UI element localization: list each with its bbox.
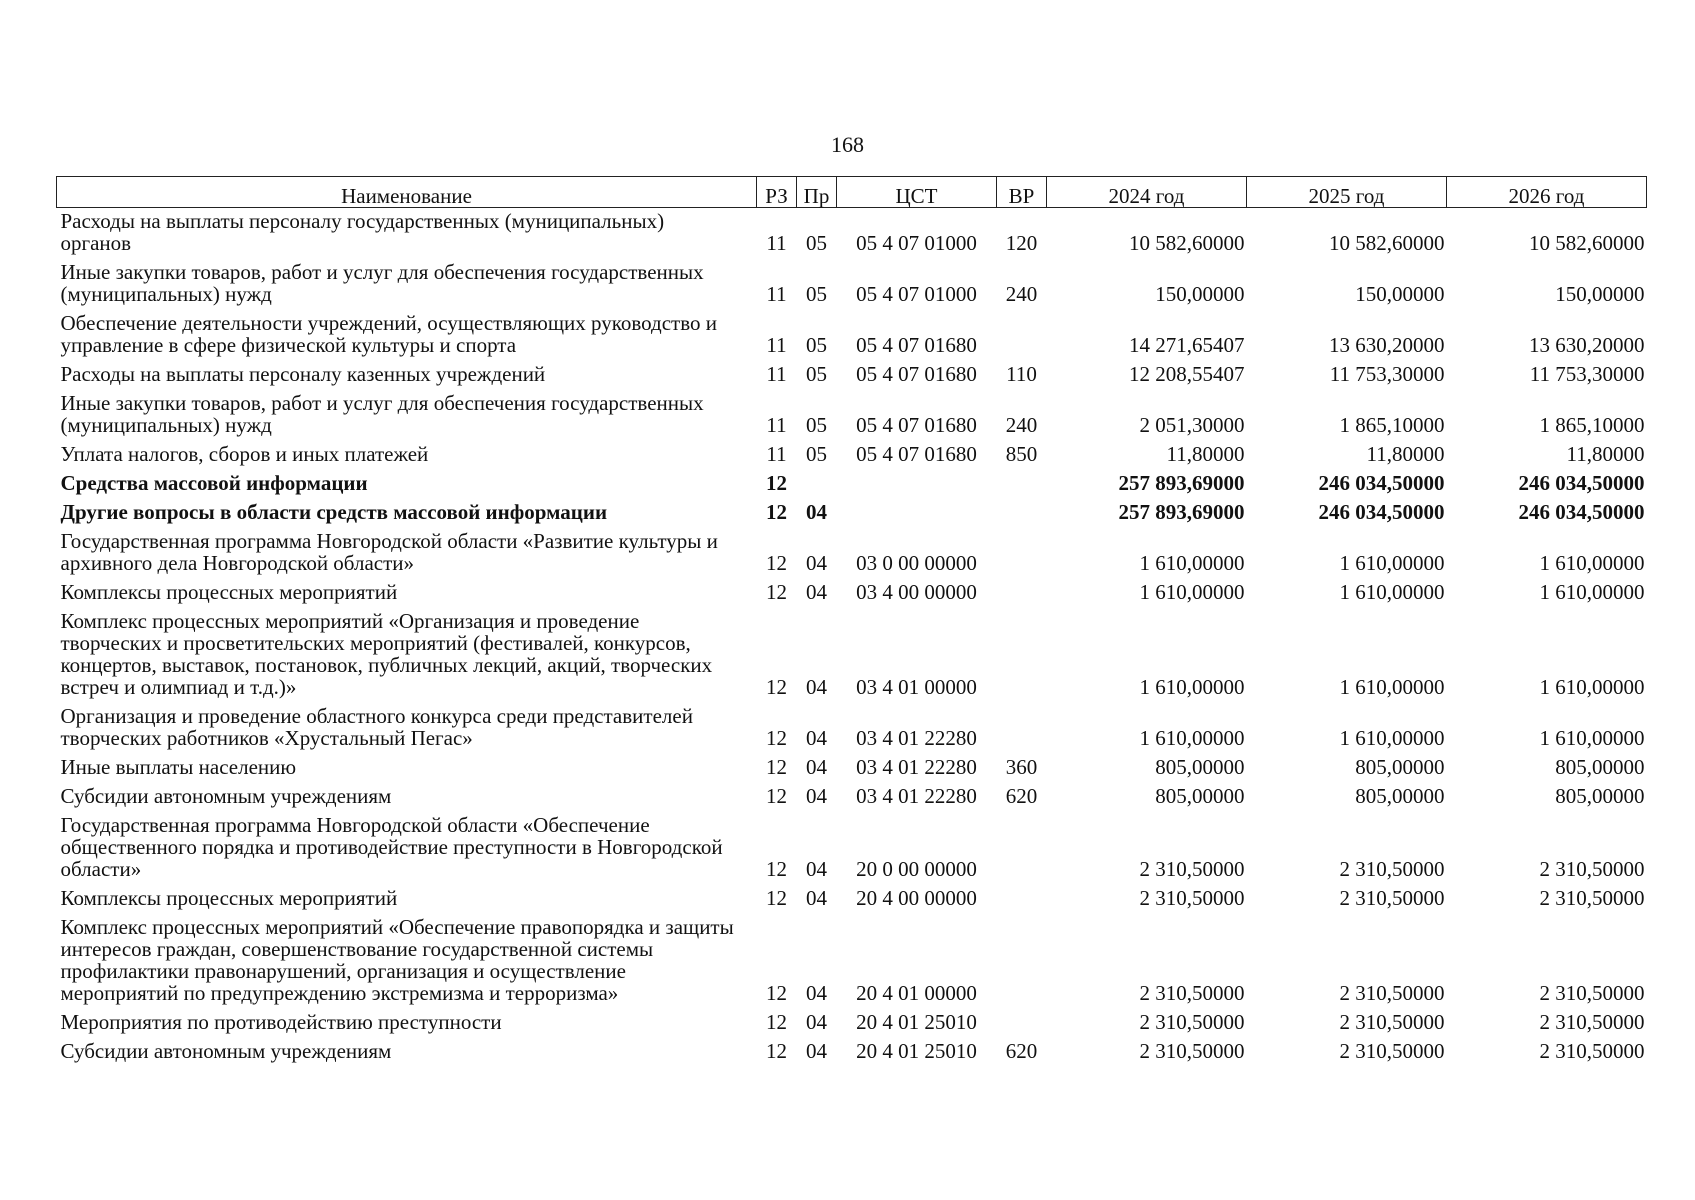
row-2026: 13 630,20000 [1529,333,1645,357]
row-vr [997,812,1047,885]
row-name: Субсидии автономным учреждениям [60,784,392,808]
row-2024: 12 208,55407 [1129,362,1245,386]
row-2026: 1 610,00000 [1539,551,1645,575]
row-rz: 12 [766,1039,787,1063]
row-name: Комплекс процессных мероприятий «Обеспечение правопорядка и защиты интересов граждан, совершенствование государственной системы профилактики правонарушений, организация и осуществление мероприятий по предупреждению экстремизма и терроризма» [60,915,734,1005]
table-header-row [57,177,1647,208]
row-pr: 05 [806,231,827,255]
row-name: Комплексы процессных мероприятий [60,886,398,910]
row-name: Комплекс процессных мероприятий «Организация и проведение творческих и просветительских мероприятий (фестивалей, конкурсов, концертов, выставок, постановок, публичных лекций, акций, творческих встреч и олимпиад и т.д.)» [60,609,713,699]
row-2026: 2 310,50000 [1539,1039,1645,1063]
row-2024: 2 051,30000 [1139,413,1245,437]
row-2024: 1 610,00000 [1139,726,1245,750]
row-vr [997,579,1047,608]
row-cst: 03 4 01 00000 [856,675,977,699]
row-pr: 04 [806,1010,827,1034]
row-2026: 246 034,50000 [1518,500,1645,524]
header-2024: 2024 год [1047,177,1247,208]
row-vr: 120 [1005,231,1038,255]
row-cst: 20 4 00 00000 [856,886,977,910]
row-cst: 20 4 01 25010 [856,1039,977,1063]
row-vr [997,914,1047,1009]
row-pr: 04 [806,675,827,699]
row-2024: 2 310,50000 [1139,886,1245,910]
row-vr [997,1009,1047,1038]
table-body [57,208,1647,1068]
row-2026: 805,00000 [1555,755,1645,779]
row-pr: 04 [806,784,827,808]
row-2024: 805,00000 [1155,784,1245,808]
row-name: Расходы на выплаты персоналу казенных учреждений [60,362,546,386]
row-name: Иные выплаты населению [60,755,297,779]
row-name: Иные закупки товаров, работ и услуг для обеспечения государственных (муниципальных) нужд [60,391,704,437]
row-rz: 12 [766,471,787,495]
row-2024: 10 582,60000 [1129,231,1245,255]
header-pr: Пр [797,177,837,208]
row-pr: 05 [806,333,827,357]
row-rz: 12 [766,675,787,699]
row-name: Государственная программа Новгородской области «Развитие культуры и архивного дела Новгородской области» [60,529,718,575]
row-pr: 04 [806,500,827,524]
row-rz: 12 [766,580,787,604]
row-2024: 2 310,50000 [1139,981,1245,1005]
row-pr: 05 [806,442,827,466]
header-2026: 2026 год [1447,177,1647,208]
row-2025: 1 610,00000 [1339,675,1445,699]
table-row [57,470,1647,499]
row-vr: 620 [1005,1039,1038,1063]
table-row [57,885,1647,914]
row-cst: 05 4 07 01000 [856,282,977,306]
row-cst: 20 4 01 00000 [856,981,977,1005]
table-row [57,208,1647,260]
row-2025: 11,80000 [1366,442,1445,466]
row-rz: 11 [766,333,787,357]
row-vr [997,608,1047,703]
table-row [57,703,1647,754]
table-row [57,812,1647,885]
row-2026: 246 034,50000 [1518,471,1645,495]
row-2025: 13 630,20000 [1329,333,1445,357]
table-row [57,754,1647,783]
row-vr [997,499,1047,528]
row-2026: 1 610,00000 [1539,675,1645,699]
row-rz: 12 [766,784,787,808]
row-2025: 1 610,00000 [1339,580,1445,604]
row-2025: 805,00000 [1355,755,1445,779]
table-row [57,914,1647,1009]
row-2024: 257 893,69000 [1118,500,1245,524]
budget-table [56,176,1647,1067]
row-pr: 04 [806,580,827,604]
row-2025: 805,00000 [1355,784,1445,808]
row-2024: 2 310,50000 [1139,1010,1245,1034]
row-vr: 360 [1005,755,1038,779]
row-pr: 04 [806,755,827,779]
row-2026: 11,80000 [1566,442,1645,466]
row-pr [797,470,837,499]
row-name: Расходы на выплаты персоналу государственных (муниципальных) органов [60,209,665,255]
row-2024: 1 610,00000 [1139,580,1245,604]
row-rz: 12 [766,500,787,524]
row-vr: 240 [1005,413,1038,437]
row-2025: 1 610,00000 [1339,551,1445,575]
row-name: Организация и проведение областного конкурса среди представителей творческих работников «Хрустальный Пегас» [60,704,693,750]
row-2026: 10 582,60000 [1529,231,1645,255]
row-name: Обеспечение деятельности учреждений, осуществляющих руководство и управление в сфере физической культуры и спорта [60,311,717,357]
row-vr [997,885,1047,914]
row-vr [997,703,1047,754]
row-2024: 150,00000 [1155,282,1245,306]
row-rz: 12 [766,886,787,910]
row-2025: 2 310,50000 [1339,981,1445,1005]
row-pr: 05 [806,413,827,437]
row-pr: 04 [806,1039,827,1063]
row-cst: 03 4 00 00000 [856,580,977,604]
row-name: Мероприятия по противодействию преступности [60,1010,502,1034]
row-rz: 11 [766,442,787,466]
row-rz: 11 [766,413,787,437]
row-2025: 2 310,50000 [1339,1010,1445,1034]
row-2025: 1 865,10000 [1339,413,1445,437]
row-2026: 1 610,00000 [1539,580,1645,604]
table-row [57,310,1647,361]
header-rz: РЗ [757,177,797,208]
table-row [57,390,1647,441]
row-vr [997,310,1047,361]
row-vr: 850 [1005,442,1038,466]
row-2026: 11 753,30000 [1529,362,1645,386]
row-vr: 620 [1005,784,1038,808]
row-2026: 150,00000 [1555,282,1645,306]
row-2025: 246 034,50000 [1318,471,1445,495]
row-2026: 805,00000 [1555,784,1645,808]
row-name: Субсидии автономным учреждениям [60,1039,392,1063]
row-rz: 11 [766,231,787,255]
row-cst [837,499,997,528]
header-vr: ВР [997,177,1047,208]
row-rz: 12 [766,755,787,779]
row-cst: 05 4 07 01680 [856,333,977,357]
row-2025: 10 582,60000 [1329,231,1445,255]
table-row [57,783,1647,812]
row-2024: 1 610,00000 [1139,675,1245,699]
row-2025: 2 310,50000 [1339,857,1445,881]
row-2024: 1 610,00000 [1139,551,1245,575]
row-2024: 11,80000 [1166,442,1245,466]
row-2024: 257 893,69000 [1118,471,1245,495]
row-2026: 1 865,10000 [1539,413,1645,437]
row-cst: 03 0 00 00000 [856,551,977,575]
row-name: Иные закупки товаров, работ и услуг для обеспечения государственных (муниципальных) нужд [60,260,704,306]
row-name: Уплата налогов, сборов и иных платежей [60,442,429,466]
row-rz: 12 [766,857,787,881]
row-name: Другие вопросы в области средств массовой информации [60,500,608,524]
row-2025: 150,00000 [1355,282,1445,306]
row-2026: 2 310,50000 [1539,857,1645,881]
row-2025: 246 034,50000 [1318,500,1445,524]
row-cst: 05 4 07 01000 [856,231,977,255]
row-pr: 04 [806,857,827,881]
row-rz: 12 [766,1010,787,1034]
row-pr: 04 [806,551,827,575]
row-cst: 20 4 01 25010 [856,1010,977,1034]
row-2025: 2 310,50000 [1339,1039,1445,1063]
header-2025: 2025 год [1247,177,1447,208]
row-vr [997,528,1047,579]
row-2025: 2 310,50000 [1339,886,1445,910]
row-2024: 2 310,50000 [1139,1039,1245,1063]
header-name: Наименование [57,177,757,208]
page-number: 168 [831,132,864,157]
row-2026: 1 610,00000 [1539,726,1645,750]
row-2025: 1 610,00000 [1339,726,1445,750]
row-cst: 03 4 01 22280 [856,784,977,808]
row-cst: 05 4 07 01680 [856,362,977,386]
row-pr: 05 [806,282,827,306]
row-pr: 04 [806,981,827,1005]
table-row [57,1038,1647,1067]
row-rz: 12 [766,551,787,575]
row-rz: 11 [766,362,787,386]
row-rz: 12 [766,726,787,750]
row-2026: 2 310,50000 [1539,1010,1645,1034]
table-row [57,1009,1647,1038]
row-name: Средства массовой информации [60,471,368,495]
row-name: Государственная программа Новгородской области «Обеспечение общественного порядка и противодействие преступности в Новгородской области» [60,813,723,881]
header-cst: ЦСТ [837,177,997,208]
row-cst [837,470,997,499]
row-vr [997,470,1047,499]
row-2024: 805,00000 [1155,755,1245,779]
row-2024: 14 271,65407 [1129,333,1245,357]
table-row [57,361,1647,390]
row-pr: 04 [806,726,827,750]
table-row [57,528,1647,579]
row-cst: 20 0 00 00000 [856,857,977,881]
row-rz: 11 [766,282,787,306]
row-2026: 2 310,50000 [1539,981,1645,1005]
row-cst: 03 4 01 22280 [856,755,977,779]
table-row [57,608,1647,703]
row-cst: 03 4 01 22280 [856,726,977,750]
table-row [57,499,1647,528]
row-pr: 05 [806,362,827,386]
row-vr: 110 [1006,362,1037,386]
row-2026: 2 310,50000 [1539,886,1645,910]
table-row [57,259,1647,310]
row-vr: 240 [1005,282,1038,306]
row-2025: 11 753,30000 [1329,362,1445,386]
row-rz: 12 [766,981,787,1005]
row-cst: 05 4 07 01680 [856,442,977,466]
row-name: Комплексы процессных мероприятий [60,580,398,604]
row-2024: 2 310,50000 [1139,857,1245,881]
row-pr: 04 [806,886,827,910]
row-cst: 05 4 07 01680 [856,413,977,437]
table-row [57,579,1647,608]
table-row [57,441,1647,470]
